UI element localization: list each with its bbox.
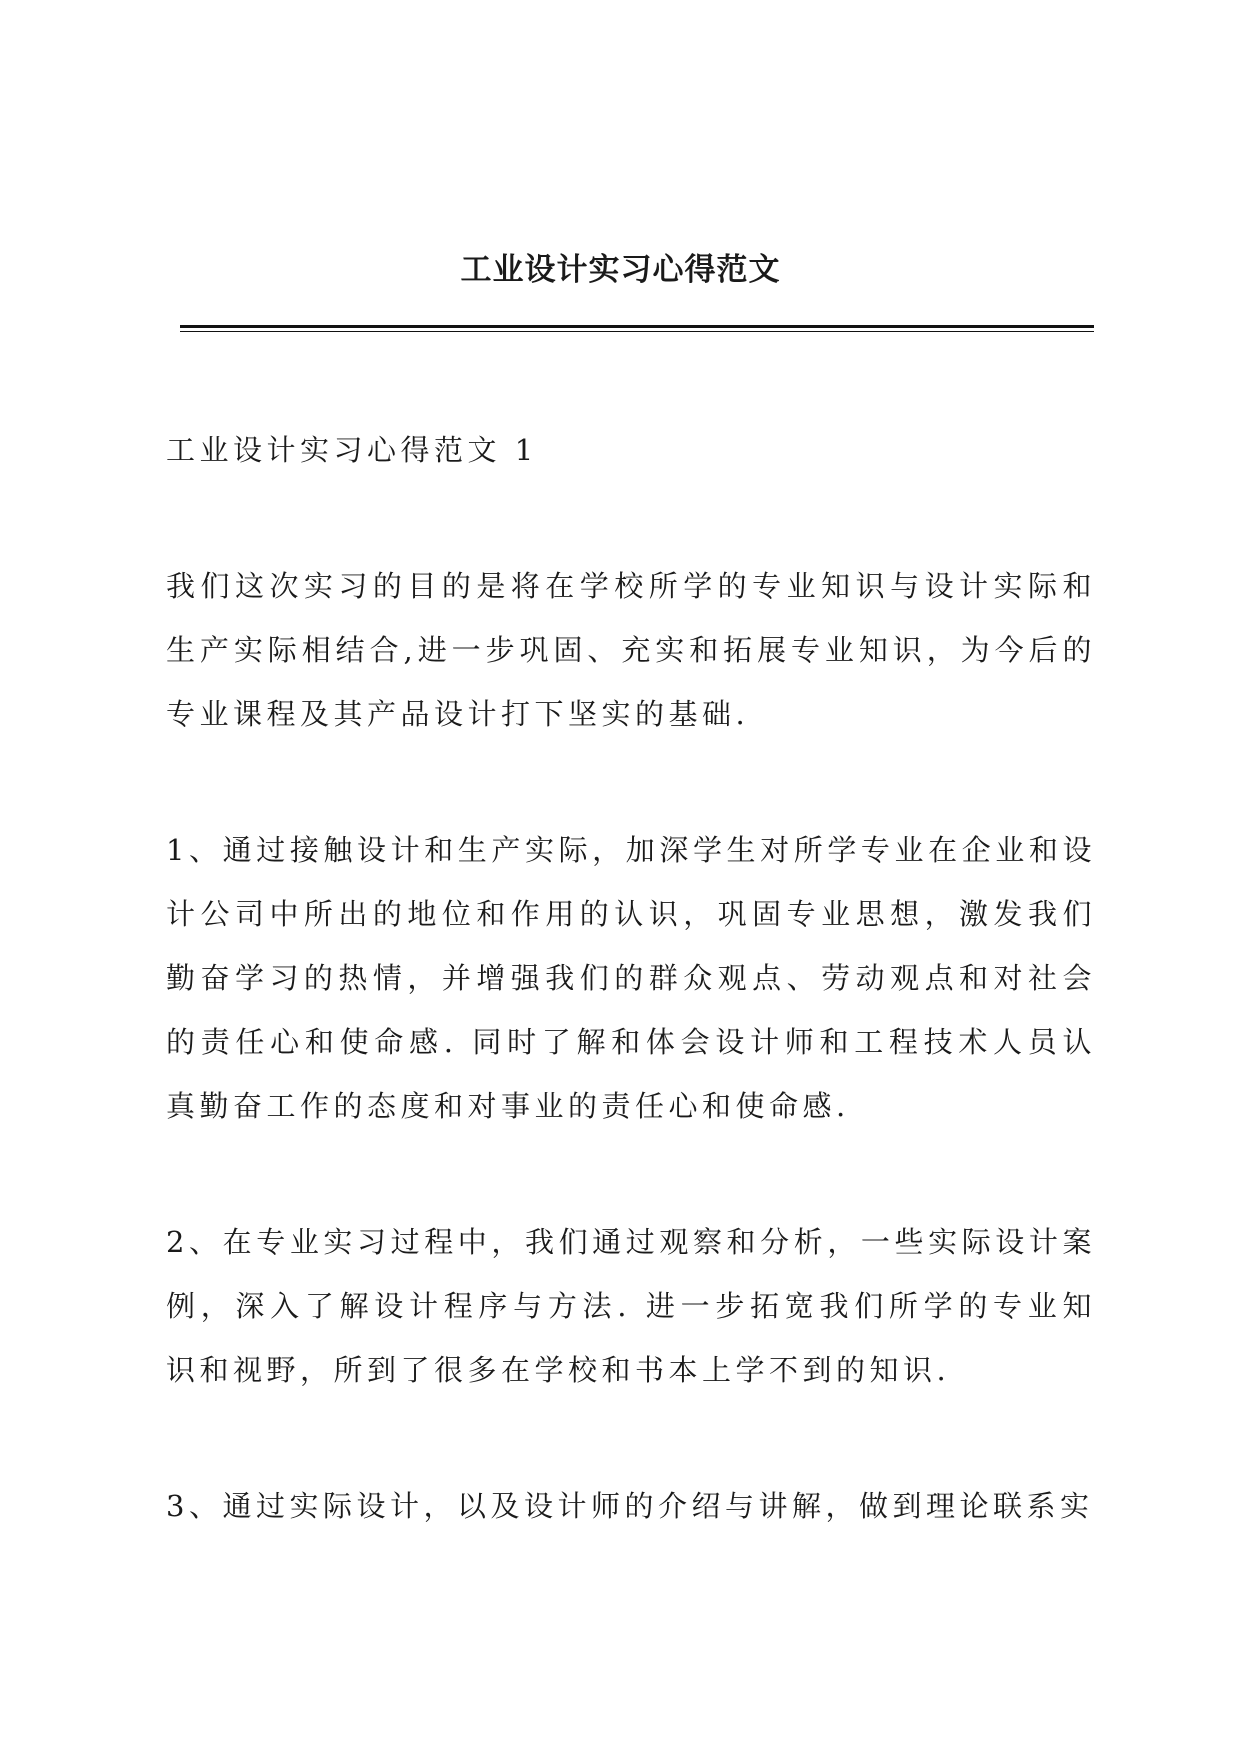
paragraph-point-1: 1、通过接触设计和生产实际，加深学生对所学专业在企业和设计公司中所出的地位和作用的认识，巩固专业思想，激发我们勤奋学习的热情，并增强我们的群众观点、劳动观点和对社会的责任心和使命感. 同时了解和体会设计师和工程技术人员认真勤奋工作的态度和对事业的责任心和使命感. [166, 833, 1096, 1123]
paragraph-purpose: 我们这次实习的目的是将在学校所学的专业知识与设计实际和生产实际相结合,进一步巩固、充实和拓展专业知识，为今后的专业课程及其产品设计打下坚实的基础. [166, 569, 1096, 731]
title-divider [180, 325, 1094, 328]
section-heading: 工业设计实习心得范文 1 [166, 433, 538, 467]
title-divider-thin [180, 331, 1094, 332]
document-title: 工业设计实习心得范文 [460, 252, 781, 288]
paragraph-point-3: 3、通过实际设计，以及设计师的介绍与讲解，做到理论联系实 [166, 1489, 1094, 1523]
paragraph-point-2: 2、在专业实习过程中，我们通过观察和分析，一些实际设计案例，深入了解设计程序与方法. 进一步拓宽我们所学的专业知识和视野，所到了很多在学校和书本上学不到的知识. [166, 1225, 1096, 1387]
document-body [166, 418, 1096, 1610]
